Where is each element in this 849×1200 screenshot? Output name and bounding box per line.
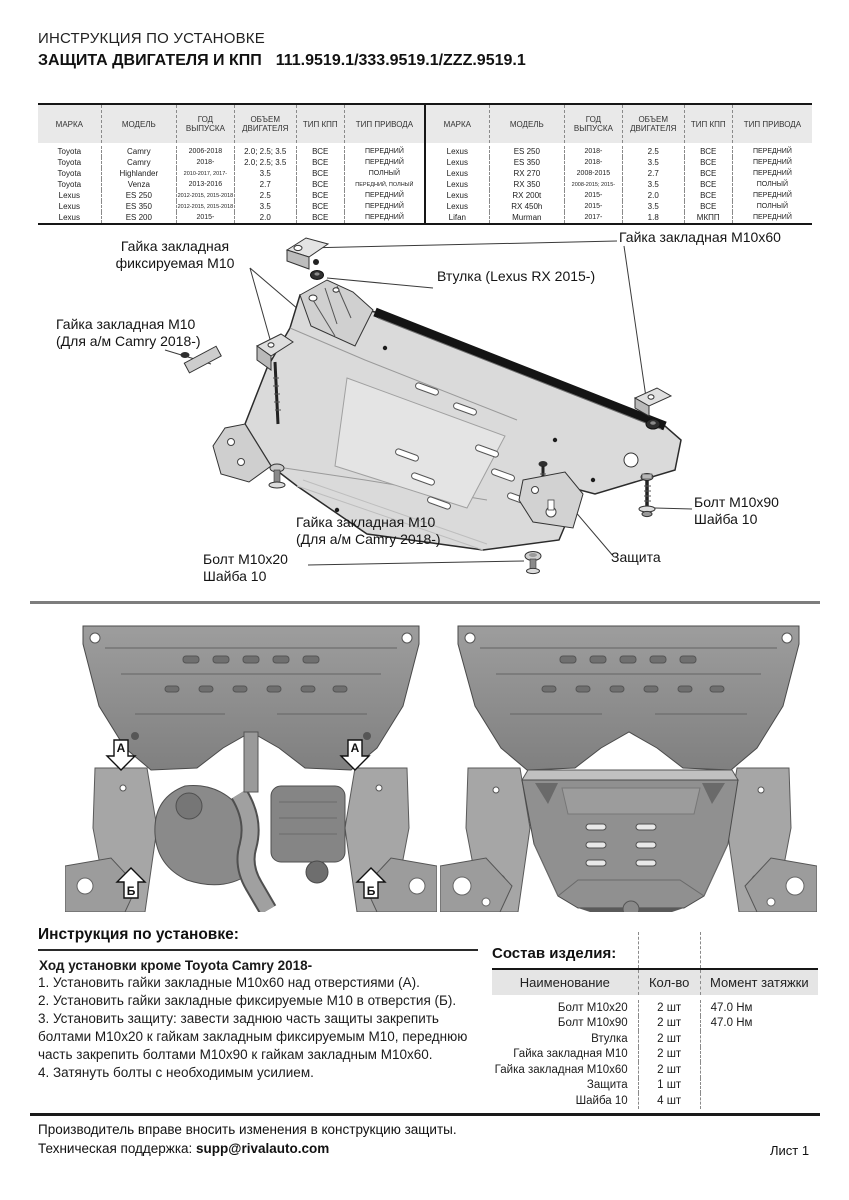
install-heading: Инструкция по установке: (38, 926, 239, 943)
column-header: МОДЕЛЬ (490, 105, 565, 143)
cell-gearbox: ВСЕ (685, 190, 733, 201)
parts-row (492, 1000, 818, 1016)
shield-plate (245, 280, 681, 550)
cell-brand: Lexus (426, 179, 490, 190)
part-name: Защита (492, 1078, 639, 1094)
cell-gearbox: ВСЕ (297, 146, 345, 157)
heading-rule (38, 949, 478, 951)
cell-years: 2008-2015; 2015- (565, 179, 623, 190)
part-torque: 47.0 Нм (710, 1017, 753, 1030)
vehicle-table-right (426, 105, 812, 223)
cell-brand: Lexus (38, 201, 102, 212)
part-name: Шайба 10 (492, 1093, 639, 1109)
part-numbers: 111.9519.1/333.9519.1/ZZZ.9519.1 (275, 52, 526, 69)
cell-engine: 3.5 (235, 201, 297, 212)
cell-model: ES 350 (102, 201, 177, 212)
part-qty: 2 шт (639, 1000, 701, 1016)
support-label: Техническая поддержка: (38, 1141, 197, 1156)
table-row (38, 157, 424, 168)
table-row (426, 190, 812, 201)
cell-brand: Lexus (426, 201, 490, 212)
cell-brand: Toyota (38, 168, 102, 179)
cell-brand: Lexus (426, 146, 490, 157)
column-header: МОДЕЛЬ (102, 105, 177, 143)
cell-gearbox: ВСЕ (297, 168, 345, 179)
cell-model: Camry (102, 157, 177, 168)
column-header: Наименование (492, 970, 639, 995)
label-nut-m10-left: Гайка закладная М10 (Для а/м Camry 2018-) (56, 316, 201, 349)
part-torque (701, 1093, 818, 1109)
cell-years: 2018- (177, 157, 235, 168)
cell-brand: Lexus (38, 190, 102, 201)
part-qty: 2 шт (639, 1047, 701, 1063)
part-qty: 2 шт (639, 1062, 701, 1078)
column-header: ГОД ВЫПУСКА (177, 105, 235, 143)
part-qty: 2 шт (639, 1016, 701, 1032)
section-divider (30, 601, 820, 604)
cell-engine: 2.0; 2.5; 3.5 (235, 157, 297, 168)
cell-drive: ПЕРЕДНИЙ (364, 147, 404, 155)
label-bushing: Втулка (Lexus RX 2015-) (437, 268, 596, 284)
parts-table-header (492, 968, 818, 995)
document-title-line2 (38, 52, 526, 70)
cell-drive: ПЕРЕДНИЙ (752, 213, 792, 221)
column-header: МАРКА (426, 105, 490, 143)
cell-brand: Lifan (426, 212, 490, 223)
label-bolt-m10x90: Болт М10х90 Шайба 10 (694, 494, 779, 527)
vehicle-fitment-table (38, 103, 812, 225)
table-row (426, 212, 812, 223)
table-row (38, 168, 424, 179)
column-header: ТИП ПРИВОДА (345, 105, 424, 143)
install-step: 2. Установить гайки закладные фиксируемые М10 в отверстия (Б). (38, 993, 457, 1008)
table-row (426, 179, 812, 190)
parts-row (492, 1078, 818, 1094)
cell-engine: 3.5 (623, 201, 685, 212)
part-qty: 2 шт (639, 1031, 701, 1047)
install-subheading: Ход установки кроме Toyota Camry 2018- (39, 958, 313, 973)
table-row (38, 212, 424, 223)
column-header: ГОД ВЫПУСКА (565, 105, 623, 143)
cell-brand: Lexus (426, 168, 490, 179)
label-nut-m10x60: Гайка закладная М10х60 (619, 229, 781, 245)
parts-row (492, 1031, 818, 1047)
cell-years: 2008-2015 (565, 168, 623, 179)
cell-years: 2015- (177, 212, 235, 223)
product-name: ЗАЩИТА ДВИГАТЕЛЯ И КПП (38, 52, 262, 69)
cell-model: ES 350 (490, 157, 565, 168)
cell-engine: 2.5 (623, 146, 685, 157)
cell-brand: Toyota (38, 179, 102, 190)
cell-years: 2012-2015, 2015-2018 (177, 201, 235, 212)
column-header: МАРКА (38, 105, 102, 143)
cell-years: 2017- (565, 212, 623, 223)
support-line (38, 1141, 329, 1156)
cell-drive: ПЕРЕДНИЙ (752, 169, 792, 177)
parts-table-body (492, 995, 818, 1109)
cell-drive: ПЕРЕДНИЙ (364, 158, 404, 166)
footer-rule (30, 1113, 820, 1116)
vehicle-table-body (426, 143, 812, 223)
column-header: ТИП ПРИВОДА (733, 105, 812, 143)
parts-row (492, 1016, 818, 1032)
install-steps (38, 974, 478, 1082)
cell-gearbox: ВСЕ (685, 168, 733, 179)
cell-engine: 1.8 (623, 212, 685, 223)
parts-row (492, 1062, 818, 1078)
part-torque (701, 1031, 818, 1047)
cell-brand: Toyota (38, 157, 102, 168)
cell-drive: ПЕРЕДНИЙ (752, 191, 792, 199)
cell-engine: 2.7 (623, 168, 685, 179)
cell-years: 2015- (565, 201, 623, 212)
cell-engine: 2.0 (623, 190, 685, 201)
part-qty: 1 шт (639, 1078, 701, 1094)
manufacturer-note: Производитель вправе вносить изменения в конструкцию защиты. (38, 1122, 457, 1137)
cell-drive: ПОЛНЫЙ (756, 180, 789, 188)
mount-label-a: А (350, 741, 360, 755)
part-name: Болт М10х90 (492, 1016, 639, 1032)
install-step: 1. Установить гайки закладные М10х60 над отверстиями (А). (38, 975, 420, 990)
part-qty: 4 шт (639, 1093, 701, 1109)
cell-brand: Lexus (426, 157, 490, 168)
cell-drive: ПОЛНЫЙ (368, 169, 401, 177)
cell-engine: 3.5 (623, 179, 685, 190)
mount-label-b: Б (366, 884, 376, 898)
cell-model: RX 200t (490, 190, 565, 201)
column-header: Момент затяжки (701, 970, 818, 995)
part-name: Болт М10х20 (492, 1000, 639, 1016)
cell-drive: ПЕРЕДНИЙ (364, 191, 404, 199)
cell-drive: ПЕРЕДНИЙ (752, 158, 792, 166)
table-row (38, 146, 424, 157)
cell-years: 2006-2018 (177, 146, 235, 157)
cell-brand: Toyota (38, 146, 102, 157)
photo-shield-installed (440, 618, 817, 912)
cell-model: RX 450h (490, 201, 565, 212)
cell-gearbox: МКПП (685, 212, 733, 223)
install-instructions (38, 926, 478, 1082)
cell-model: ES 200 (102, 212, 177, 223)
cell-gearbox: ВСЕ (685, 157, 733, 168)
sheet-number: Лист 1 (770, 1143, 810, 1158)
cell-model: ES 250 (102, 190, 177, 201)
table-row (426, 201, 812, 212)
table-row (426, 168, 812, 179)
table-row (38, 201, 424, 212)
engine-cover (458, 626, 799, 770)
support-email: supp@rivalauto.com (196, 1141, 330, 1156)
cell-model: RX 350 (490, 179, 565, 190)
cell-engine: 2.0; 2.5; 3.5 (235, 146, 297, 157)
vehicle-table-body (38, 143, 424, 223)
column-header: ОБЪЕМ ДВИГАТЕЛЯ (235, 105, 297, 143)
cell-engine: 2.5 (235, 190, 297, 201)
cell-drive: ПЕРЕДНИЙ, ПОЛНЫЙ (355, 181, 414, 188)
parts-row (492, 1093, 818, 1109)
part-torque (701, 1062, 818, 1078)
cell-years: 2013-2016 (177, 179, 235, 190)
cell-years: 2015- (565, 190, 623, 201)
part-name: Гайка закладная М10х60 (492, 1062, 639, 1078)
cell-drive: ПЕРЕДНИЙ (752, 147, 792, 155)
cell-gearbox: ВСЕ (297, 179, 345, 190)
top-bracket-part (287, 238, 328, 280)
table-row (38, 179, 424, 190)
part-name: Втулка (492, 1031, 639, 1047)
part-torque (701, 1047, 818, 1063)
cell-drive: ПЕРЕДНИЙ (364, 202, 404, 210)
photo-underbody-mount-points (65, 618, 437, 912)
mount-label-a: А (116, 741, 126, 755)
cell-model: ES 250 (490, 146, 565, 157)
label-bolt-m10x20: Болт М10х20 Шайба 10 (203, 551, 288, 584)
cell-engine: 2.0 (235, 212, 297, 223)
cell-years: 2018- (565, 146, 623, 157)
column-header: ТИП КПП (685, 105, 733, 143)
install-step: 3. Установить защиту: завести заднюю часть защиты закрепить болтами М10х20 к гайкам закладным фиксируемым М10, переднюю часть закрепить болтами М10х90 к гайкам закладным М10х60. (38, 1011, 468, 1062)
cell-model: Camry (102, 146, 177, 157)
mount-label-b: Б (126, 884, 136, 898)
part-name: Гайка закладная М10 (492, 1047, 639, 1063)
cell-model: Murman (490, 212, 565, 223)
table-row (38, 190, 424, 201)
cell-years: 2018- (565, 157, 623, 168)
cell-engine: 3.5 (235, 168, 297, 179)
vehicle-table-left (38, 105, 426, 223)
label-fixing-nut: Гайка закладная фиксируемая М10 (115, 238, 235, 271)
part-torque: 47.0 Нм (710, 1001, 753, 1014)
cell-gearbox: ВСЕ (297, 157, 345, 168)
vehicle-table-header (38, 105, 424, 143)
cell-model: Venza (102, 179, 177, 190)
cell-gearbox: ВСЕ (297, 190, 345, 201)
parts-heading: Состав изделия: (492, 945, 617, 962)
table-row (426, 157, 812, 168)
cell-gearbox: ВСЕ (297, 212, 345, 223)
parts-list (492, 932, 818, 1109)
cell-drive: ПЕРЕДНИЙ (364, 213, 404, 221)
cell-drive: ПОЛНЫЙ (756, 202, 789, 210)
install-step: 4. Затянуть болты с необходимым усилием. (38, 1065, 314, 1080)
cell-model: Highlander (102, 168, 177, 179)
cell-brand: Lexus (38, 212, 102, 223)
label-nut-m10-mid: Гайка закладная М10 (Для а/м Camry 2018-) (296, 514, 441, 547)
document-title-line1: ИНСТРУКЦИЯ ПО УСТАНОВКЕ (38, 30, 265, 47)
cell-engine: 3.5 (623, 157, 685, 168)
cell-brand: Lexus (426, 190, 490, 201)
cell-gearbox: ВСЕ (685, 179, 733, 190)
cell-engine: 2.7 (235, 179, 297, 190)
installed-shield-plate (522, 770, 738, 912)
parts-heading-row (492, 932, 818, 968)
column-header: Кол-во (639, 970, 701, 995)
label-shield: Защита (611, 549, 661, 565)
table-row (426, 146, 812, 157)
cell-years: 2010-2017, 2017- (177, 168, 235, 179)
column-header: ТИП КПП (297, 105, 345, 143)
vehicle-table-header (426, 105, 812, 143)
column-header: ОБЪЕМ ДВИГАТЕЛЯ (623, 105, 685, 143)
cell-gearbox: ВСЕ (297, 201, 345, 212)
cell-gearbox: ВСЕ (685, 201, 733, 212)
parts-row (492, 1047, 818, 1063)
cell-model: RX 270 (490, 168, 565, 179)
cell-gearbox: ВСЕ (685, 146, 733, 157)
part-torque (701, 1078, 818, 1094)
cell-years: 2012-2015, 2015-2018 (177, 190, 235, 201)
